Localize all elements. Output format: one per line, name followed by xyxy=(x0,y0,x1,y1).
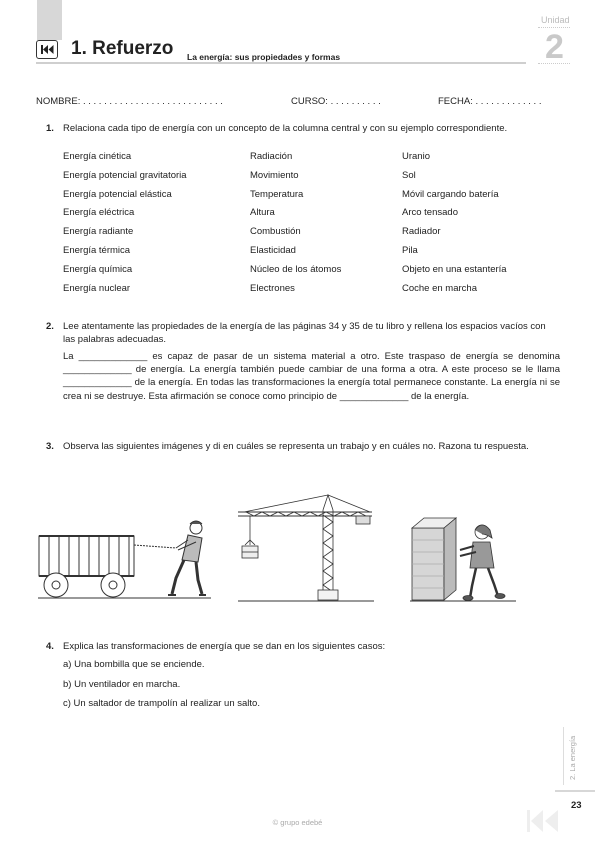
question-number: 4. xyxy=(46,641,54,652)
pushing-wall-illustration xyxy=(408,490,518,605)
question-number: 2. xyxy=(46,321,54,332)
fill-in-paragraph[interactable]: La _____________ es capaz de pasar de un sistema material a otro. Este traspaso de energía se denomina _____________ de energía. La energía también puede cambiar de una forma a otra. A este proceso se le llama _____________ de la energía. En todas las transformaciones la energía total permanece constante. La energía ni se crea ni se destruye. Esta afirmación se conoce como principio de _____________ de la energía. xyxy=(63,351,560,402)
energy-type: Energía eléctrica xyxy=(63,207,135,219)
question-1 xyxy=(46,122,560,135)
example: Objeto en una estantería xyxy=(402,263,507,275)
energy-type: Energía cinética xyxy=(63,151,132,162)
list-item: c) Un saltador de trampolín al realizar un salto. xyxy=(63,698,260,709)
unit-number: 2 xyxy=(545,28,564,66)
example: Coche en marcha xyxy=(402,282,477,294)
page-title: 1. Refuerzo xyxy=(71,38,174,59)
example: Sol xyxy=(402,169,416,181)
example: Móvil cargando batería xyxy=(402,188,499,200)
curso-field[interactable]: CURSO: . . . . . . . . . . xyxy=(291,96,381,107)
energy-type: Energía nuclear xyxy=(63,282,131,294)
header-tab-bar xyxy=(37,0,62,40)
unit-divider xyxy=(538,63,570,64)
question-3 xyxy=(46,440,560,453)
energy-type: Energía potencial elástica xyxy=(63,188,172,200)
concept: Radiación xyxy=(250,151,293,162)
concept: Temperatura xyxy=(250,188,304,200)
skip-back-watermark-icon xyxy=(526,808,560,834)
crane-illustration xyxy=(236,490,376,605)
energy-type: Energía química xyxy=(63,263,133,275)
example: Pila xyxy=(402,244,418,256)
page-number-rule xyxy=(555,790,595,792)
energy-type: Energía radiante xyxy=(63,226,134,238)
nombre-field[interactable]: NOMBRE: . . . . . . . . . . . . . . . . . . . . . . . . . . . xyxy=(36,96,223,107)
fecha-field[interactable]: FECHA: . . . . . . . . . . . . . xyxy=(438,96,542,107)
back-nav-button[interactable] xyxy=(36,40,58,59)
list-item: b) Un ventilador en marcha. xyxy=(63,679,181,690)
copyright-notice: © grupo edebé xyxy=(272,818,323,827)
question-text: Lee atentamente las propiedades de la energía de las páginas 34 y 35 de tu libro y rellena los espacios vacíos con las palabras adecuadas. xyxy=(63,321,546,345)
concept: Altura xyxy=(250,207,275,219)
question-text: Relaciona cada tipo de energía con un concepto de la columna central y con su ejemplo correspondiente. xyxy=(63,123,508,134)
question-number: 3. xyxy=(46,441,54,452)
concept: Elasticidad xyxy=(250,244,296,256)
pulling-cart-illustration xyxy=(36,490,216,605)
question-text: Observa las siguientes imágenes y di en cuáles se representa un trabajo y en cuáles no. Razona tu respuesta. xyxy=(63,441,529,452)
chapter-side-label: 2. La energía xyxy=(568,735,577,780)
list-item: a) Una bombilla que se enciende. xyxy=(63,659,205,670)
example: Arco tensado xyxy=(402,207,458,219)
concept: Electrones xyxy=(250,282,295,294)
question-number: 1. xyxy=(46,123,54,134)
question-2 xyxy=(46,320,560,346)
example: Uranio xyxy=(402,151,430,162)
page-number: 23 xyxy=(571,800,582,811)
energy-type: Energía potencial gravitatoria xyxy=(63,169,187,181)
skip-back-icon xyxy=(41,45,54,54)
page-subtitle: La energía: sus propiedades y formas xyxy=(187,52,341,62)
page-header xyxy=(36,40,526,64)
concept: Movimiento xyxy=(250,169,299,181)
concept: Combustión xyxy=(250,226,301,238)
energy-type: Energía térmica xyxy=(63,244,131,256)
unit-label: Unidad xyxy=(541,15,570,25)
example: Radiador xyxy=(402,226,441,238)
question-4 xyxy=(46,640,560,653)
header-rule xyxy=(36,62,526,64)
concept: Núcleo de los átomos xyxy=(250,263,342,275)
side-divider xyxy=(563,727,564,785)
question-text: Explica las transformaciones de energía que se dan en los siguientes casos: xyxy=(63,641,386,652)
